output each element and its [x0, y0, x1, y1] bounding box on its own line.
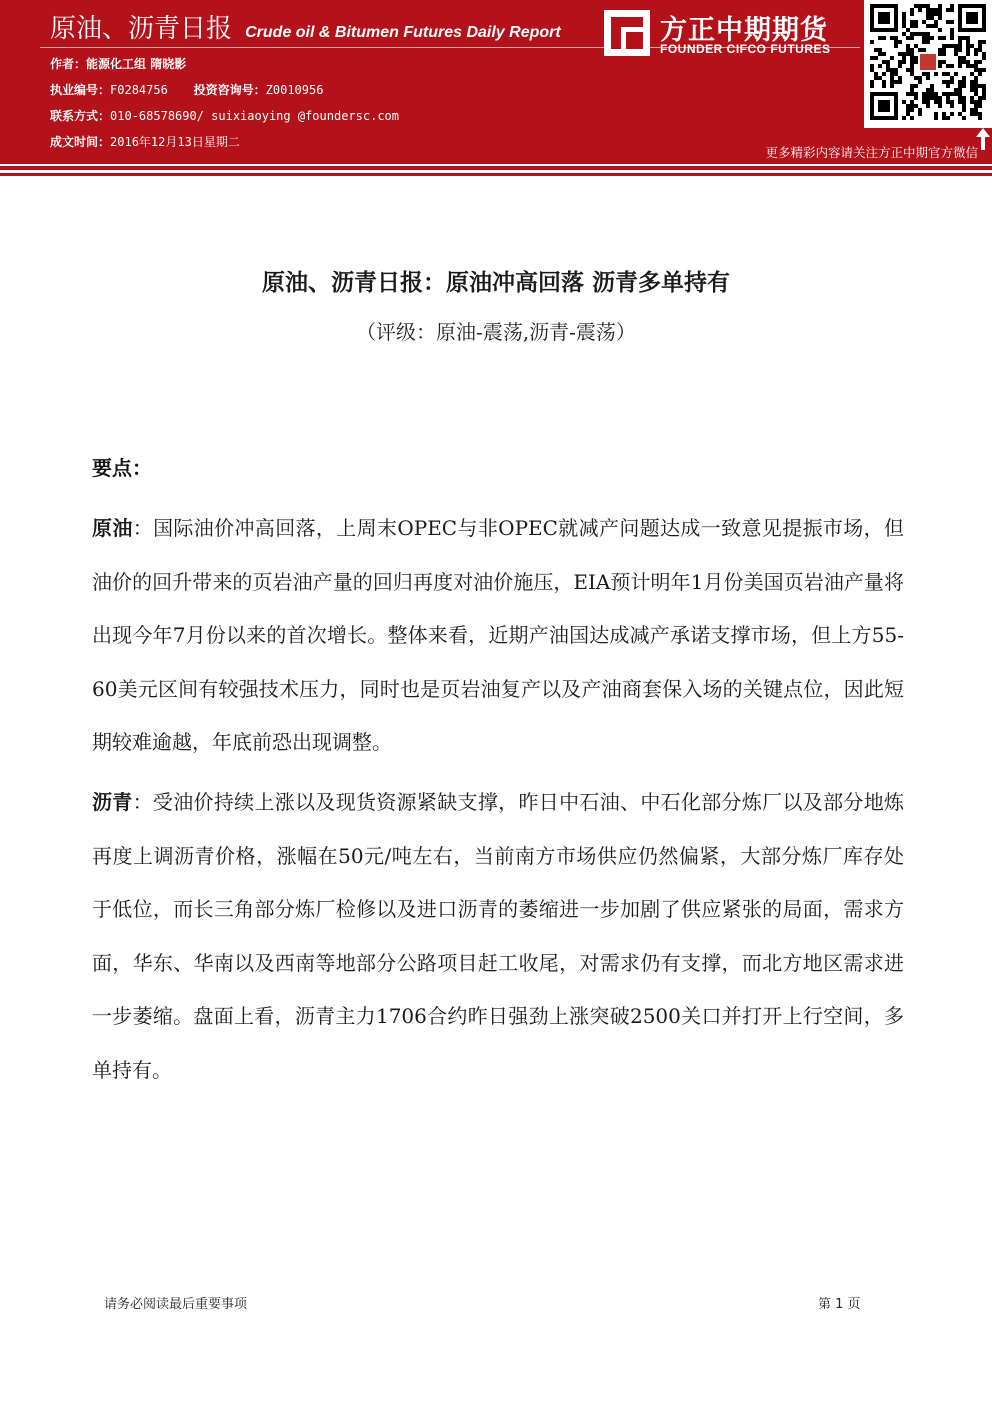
author-value: 能源化工组 隋晓影: [86, 57, 187, 71]
logo-text-cn: 方正中期期货: [660, 15, 828, 46]
consult-label: 投资咨询号：: [193, 83, 266, 97]
bitumen-lead: 沥青: [92, 790, 133, 814]
license-value: F0284756: [110, 83, 168, 97]
license-label: 执业编号：: [50, 83, 111, 97]
contact-value: 010-68578690/ suixiaoying @foundersc.com: [110, 109, 399, 123]
author-label: 作者：: [50, 57, 87, 71]
page-number: 第 1 页: [818, 1297, 861, 1312]
logo-text-en: FOUNDER CIFCO FUTURES: [660, 42, 831, 56]
up-arrow-icon: [976, 128, 990, 150]
company-logo: [604, 8, 854, 60]
date-value: 2016年12月13日星期二: [110, 135, 240, 149]
author-line: [50, 55, 186, 72]
bitumen-paragraph: [92, 776, 904, 1098]
contact-line: [50, 107, 399, 124]
article-title: 原油、沥青日报：原油冲高回落 沥青多单持有: [261, 270, 730, 296]
crude-oil-text: ：国际油价冲高回落，上周末OPEC与非OPEC就减产问题达成一致意见提振市场，但油价的回升带来的页岩油产量的回归再度对油价施压，EIA预计明年1月份美国页岩油产量将出现今年7月份以来的首次增长。整体来看，近期产油国达成减产承诺支撑市场，但上方55-60美元区间有较强技术压力，同时也是页岩油复产以及产油商套保入场的关键点位，因此短期较难逾越，年底前恐出现调整。: [92, 516, 905, 755]
qr-code: [864, 0, 992, 128]
report-title-cn: 原油、沥青日报: [50, 14, 233, 44]
header-rule-thin: [0, 173, 992, 176]
date-line: [50, 133, 240, 150]
qr-code-icon: [870, 4, 986, 120]
consult-value: Z0010956: [265, 83, 324, 97]
follow-wechat-text: 更多精彩内容请关注方正中期官方微信: [765, 145, 978, 160]
founder-logo-icon: [604, 10, 650, 56]
keypoints-heading: 要点：: [92, 456, 152, 480]
bitumen-text: ：受油价持续上涨以及现货资源紧缺支撑，昨日中石油、中石化部分炼厂以及部分地炼再度上调沥青价格，涨幅在50元/吨左右，当前南方市场供应仍然偏紧，大部分炼厂库存处于低位，而长三角部分炼厂检修以及进口沥青的萎缩进一步加剧了供应紧张的局面，需求方面，华东、华南以及西南等地部分公路项目赶工收尾，对需求仍有支撑，而北方地区需求进一步萎缩。盘面上看，沥青主力1706合约昨日强劲上涨突破2500关口并打开上行空间，多单持有。: [92, 790, 905, 1082]
license-line: [50, 81, 323, 98]
crude-oil-lead: 原油: [92, 516, 133, 540]
crude-oil-paragraph: [92, 502, 904, 770]
footer-notice: 请务必阅读最后重要事项: [104, 1297, 248, 1312]
rating-line: （评级：原油-震荡,沥青-震荡）: [356, 320, 636, 344]
date-label: 成文时间：: [50, 135, 111, 149]
report-title-en: Crude oil & Bitumen Futures Daily Report: [245, 24, 561, 41]
header-rule: [0, 166, 992, 170]
report-title-row: [50, 8, 561, 45]
contact-label: 联系方式：: [50, 109, 111, 123]
